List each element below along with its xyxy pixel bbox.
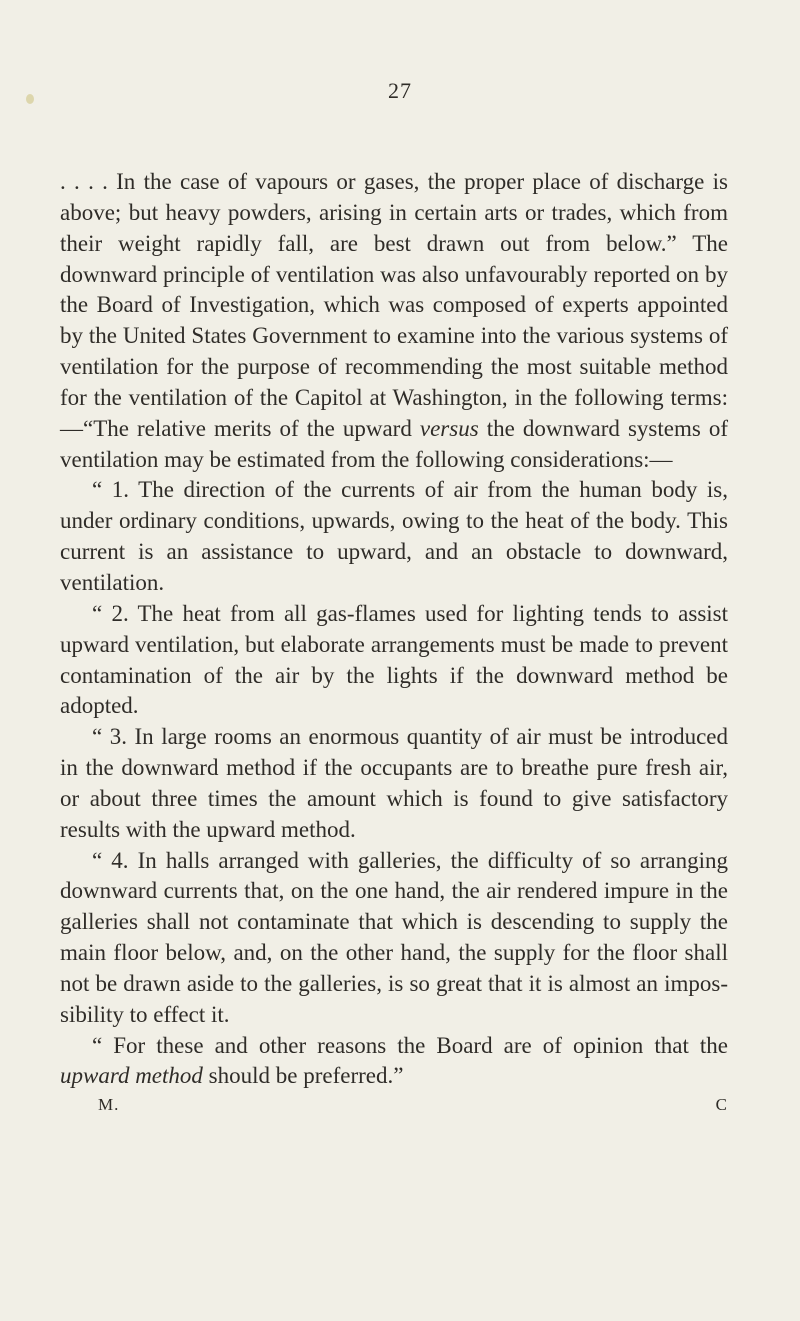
paragraph bbox=[60, 722, 728, 845]
body-text bbox=[60, 167, 728, 1092]
text-run: “ 1. The direction of the currents of air from the human body is, under ordinary conditions, upwards, owing to the heat of the body. This current is an assistance to upward, and an obstacle to downward, ventilation. bbox=[60, 477, 728, 595]
paragraph bbox=[60, 167, 728, 475]
text-run: the downward systems of ventilation may be estimated from the following considerations:— bbox=[60, 415, 728, 472]
text-run: “ 3. In large rooms an enormous quantity of air must be introduced in the downward method if the occupants are to breathe pure fresh air, or about three times the amount which is found to give satisfactory results with the upward method. bbox=[60, 724, 728, 842]
signature-mark-left: M. bbox=[98, 1095, 120, 1114]
signature-mark-right: C bbox=[715, 1095, 728, 1114]
text-run: . . . . In the case of vapours or gases, the proper place of discharge is above; but heavy powders, arising in certain arts or trades, which from their weight rapidly fall, are best drawn out from below.” The downward principle of ventilation was also unfavourably reported on by the Board of Investigation, which was composed of experts appointed by the United States Government to examine into the various systems of ventilation for the purpose of recommending the most suitable method for the ventilation of the Capitol at Washington, in the following terms:—“The relative merits of the upward bbox=[60, 169, 728, 441]
paragraph bbox=[60, 475, 728, 598]
italic-text: versus bbox=[419, 415, 479, 441]
text-run: “ For these and other reasons the Board are of opinion that the bbox=[92, 1032, 728, 1058]
text-run: “ 2. The heat from all gas-flames used for lighting tends to assist upward ventilation, but elaborate arrangements must be made to prevent contamination of the air by the lights if the downward method be adopted. bbox=[60, 600, 728, 719]
text-run: “ 4. In halls arranged with galleries, the difficulty of so arranging downward currents that, on the one hand, the air rendered impure in the galleries shall not contaminate that which is descending to supply the main floor below, and, on the other hand, the supply for the floor shall not be drawn aside to the galleries, is so great that it is almost an impossibility to effect it. bbox=[60, 847, 728, 1027]
signature-marks bbox=[98, 1095, 728, 1115]
paragraph bbox=[60, 1031, 728, 1093]
italic-text: upward method bbox=[60, 1063, 203, 1089]
page-number: 27 bbox=[388, 78, 412, 103]
text-run: should be preferred.” bbox=[202, 1063, 404, 1089]
paragraph bbox=[60, 599, 728, 722]
paragraph bbox=[60, 846, 728, 1031]
